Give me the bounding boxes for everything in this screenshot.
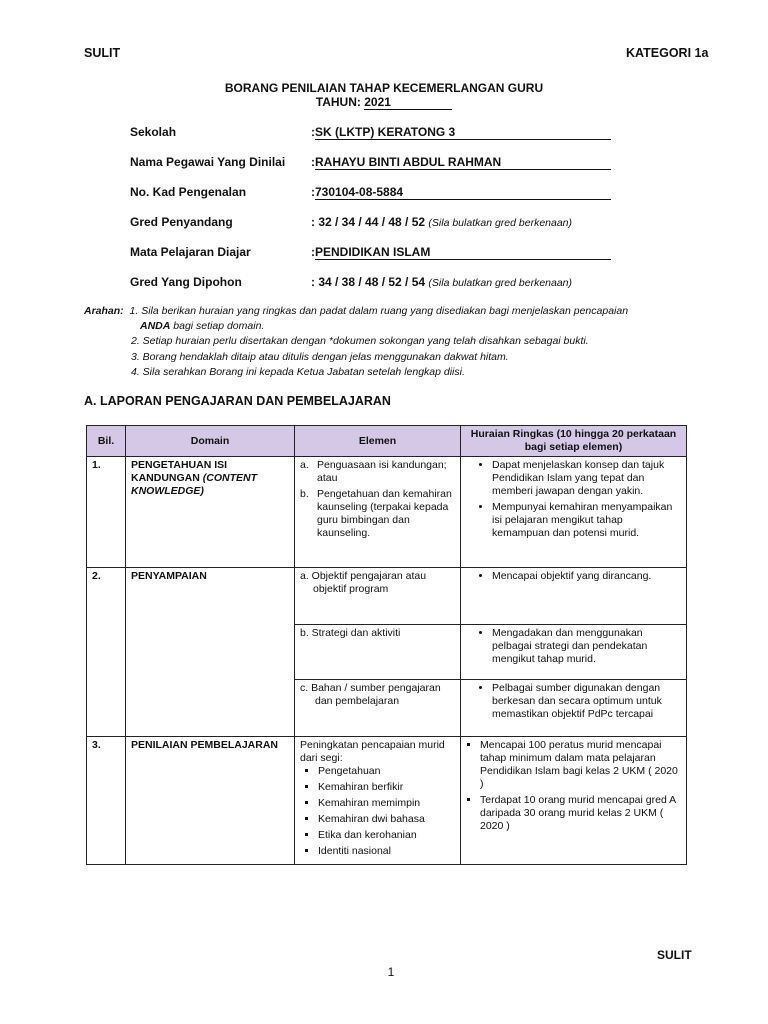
row-huraian — [461, 737, 687, 865]
field-value-nama: :RAHAYU BINTI ABDUL RAHMAN — [311, 155, 611, 170]
instruction-4: 4. Sila serahkan Borang ini kepada Ketua Jabatan setelah lengkap diisi. — [131, 365, 465, 378]
page-number: 1 — [387, 965, 395, 979]
header-sulit: SULIT — [84, 46, 121, 60]
year-value: 2021 — [364, 95, 452, 110]
row-huraian-b: • Mengadakan dan menggunakan pelbagai strategi dan pendekatan mengikut tahap murid. — [461, 625, 687, 680]
header-kategori: KATEGORI 1a — [626, 46, 709, 60]
row-elemen-c: c. Bahan / sumber pengajaran dan pembelajaran — [295, 680, 461, 737]
field-value-gred-penyandang: : 32 / 34 / 44 / 48 / 52 (Sila bulatkan gred berkenaan) — [311, 215, 573, 229]
field-value-gred-dipohon: : 34 / 38 / 48 / 52 / 54 (Sila bulatkan gred berkenaan) — [311, 275, 573, 289]
list-item: ▪ Kemahiran memimpin — [318, 797, 455, 810]
table-row — [87, 568, 687, 625]
form-title: BORANG PENILAIAN TAHAP KECEMERLANGAN GURU — [224, 81, 544, 95]
field-label-gred-dipohon: Gred Yang Dipohon — [130, 275, 242, 289]
field-value-sekolah: :SK (LKTP) KERATONG 3 — [311, 125, 611, 140]
col-header-domain: Domain — [126, 426, 295, 457]
instruction-2: 2. Setiap huraian perlu disertakan dengan *dokumen sokongan yang telah disahkan sebagai bukti. — [131, 335, 589, 348]
row-bil: 1. — [87, 457, 126, 568]
field-label-gred-penyandang: Gred Penyandang — [130, 215, 233, 229]
row-bil: 3. — [87, 737, 126, 865]
row-domain: PENILAIAN PEMBELAJARAN — [126, 737, 295, 865]
list-item: ▪ Terdapat 10 orang murid mencapai gred A daripada 30 orang murid kelas 2 UKM ( 2020 ) — [480, 794, 681, 833]
section-a-title: A. LAPORAN PENGAJARAN DAN PEMBELAJARAN — [84, 394, 391, 408]
row-elemen-a: a. Objektif pengajaran atau objektif program — [295, 568, 461, 625]
instruction-1-cont: ANDA bagi setiap domain. — [140, 320, 265, 333]
row-domain: PENGETAHUAN ISI KANDUNGAN (CONTENT KNOWLEDGE) — [126, 457, 295, 568]
col-header-huraian: Huraian Ringkas (10 hingga 20 perkataan bagi setiap elemen) — [461, 426, 687, 457]
list-item: ▪ Mencapai 100 peratus murid mencapai tahap minimum dalam mata pelajaran Pendidikan Islam bagi kelas 2 UKM ( 2020 ) — [480, 739, 681, 791]
row-huraian-c: • Pelbagai sumber digunakan dengan berkesan dan secara optimum untuk memastikan objektif PdPc tercapai — [461, 680, 687, 737]
footer-sulit: SULIT — [657, 948, 692, 962]
list-item: ▪ Pengetahuan — [318, 765, 455, 778]
list-item: ▪ Identiti nasional — [318, 845, 455, 858]
field-label-kp: No. Kad Pengenalan — [130, 185, 247, 199]
field-label-sekolah: Sekolah — [130, 125, 177, 139]
year-label: TAHUN: — [315, 95, 361, 109]
col-header-elemen: Elemen — [295, 426, 461, 457]
row-elemen: Peningkatan pencapaian murid dari segi: ▪ Pengetahuan ▪ Kemahiran berfikir ▪ Kemahiran memimpin ▪ Kemahiran dwi bahasa ▪ Etika dan kerohanian ▪ Identiti nasional — [295, 737, 461, 865]
field-value-mata-pelajaran: :PENDIDIKAN ISLAM — [311, 245, 611, 260]
instruction-1: Arahan: 1. Sila berikan huraian yang ringkas dan padat dalam ruang yang disediakan bagi menjelaskan pencapaian — [84, 305, 629, 317]
field-label-nama: Nama Pegawai Yang Dinilai — [130, 155, 286, 169]
field-value-kp: :730104-08-5884 — [311, 185, 611, 200]
form-year — [0, 95, 768, 110]
row-bil: 2. — [87, 568, 126, 737]
assessment-table — [86, 425, 687, 865]
list-item: ▪ Kemahiran berfikir — [318, 781, 455, 794]
row-domain: PENYAMPAIAN — [126, 568, 295, 737]
instruction-3: 3. Borang hendaklah ditaip atau ditulis dengan jelas menggunakan dakwat hitam. — [131, 350, 509, 363]
list-item: ▪ Etika dan kerohanian — [318, 829, 455, 842]
col-header-bil: Bil. — [87, 426, 126, 457]
list-item: ▪ Kemahiran dwi bahasa — [318, 813, 455, 826]
table-row — [87, 457, 687, 568]
instructions — [84, 304, 724, 380]
table-row — [87, 737, 687, 865]
field-label-mata-pelajaran: Mata Pelajaran Diajar — [130, 245, 251, 259]
row-elemen-b: b. Strategi dan aktiviti — [295, 625, 461, 680]
list-item: • Mempunyai kemahiran menyampaikan isi pelajaran mengikut tahap kemampuan dan potensi murid. — [492, 501, 681, 540]
list-item: • Dapat menjelaskan konsep dan tajuk Pendidikan Islam yang tepat dan memberi jawapan dengan yakin. — [492, 459, 681, 498]
row-huraian — [461, 457, 687, 568]
row-huraian-a: • Mencapai objektif yang dirancang. — [461, 568, 687, 625]
row-elemen: a. Penguasaan isi kandungan; atau b. Pengetahuan dan kemahiran kaunseling (terpakai kepada guru bimbingan dan kaunseling. — [295, 457, 461, 568]
